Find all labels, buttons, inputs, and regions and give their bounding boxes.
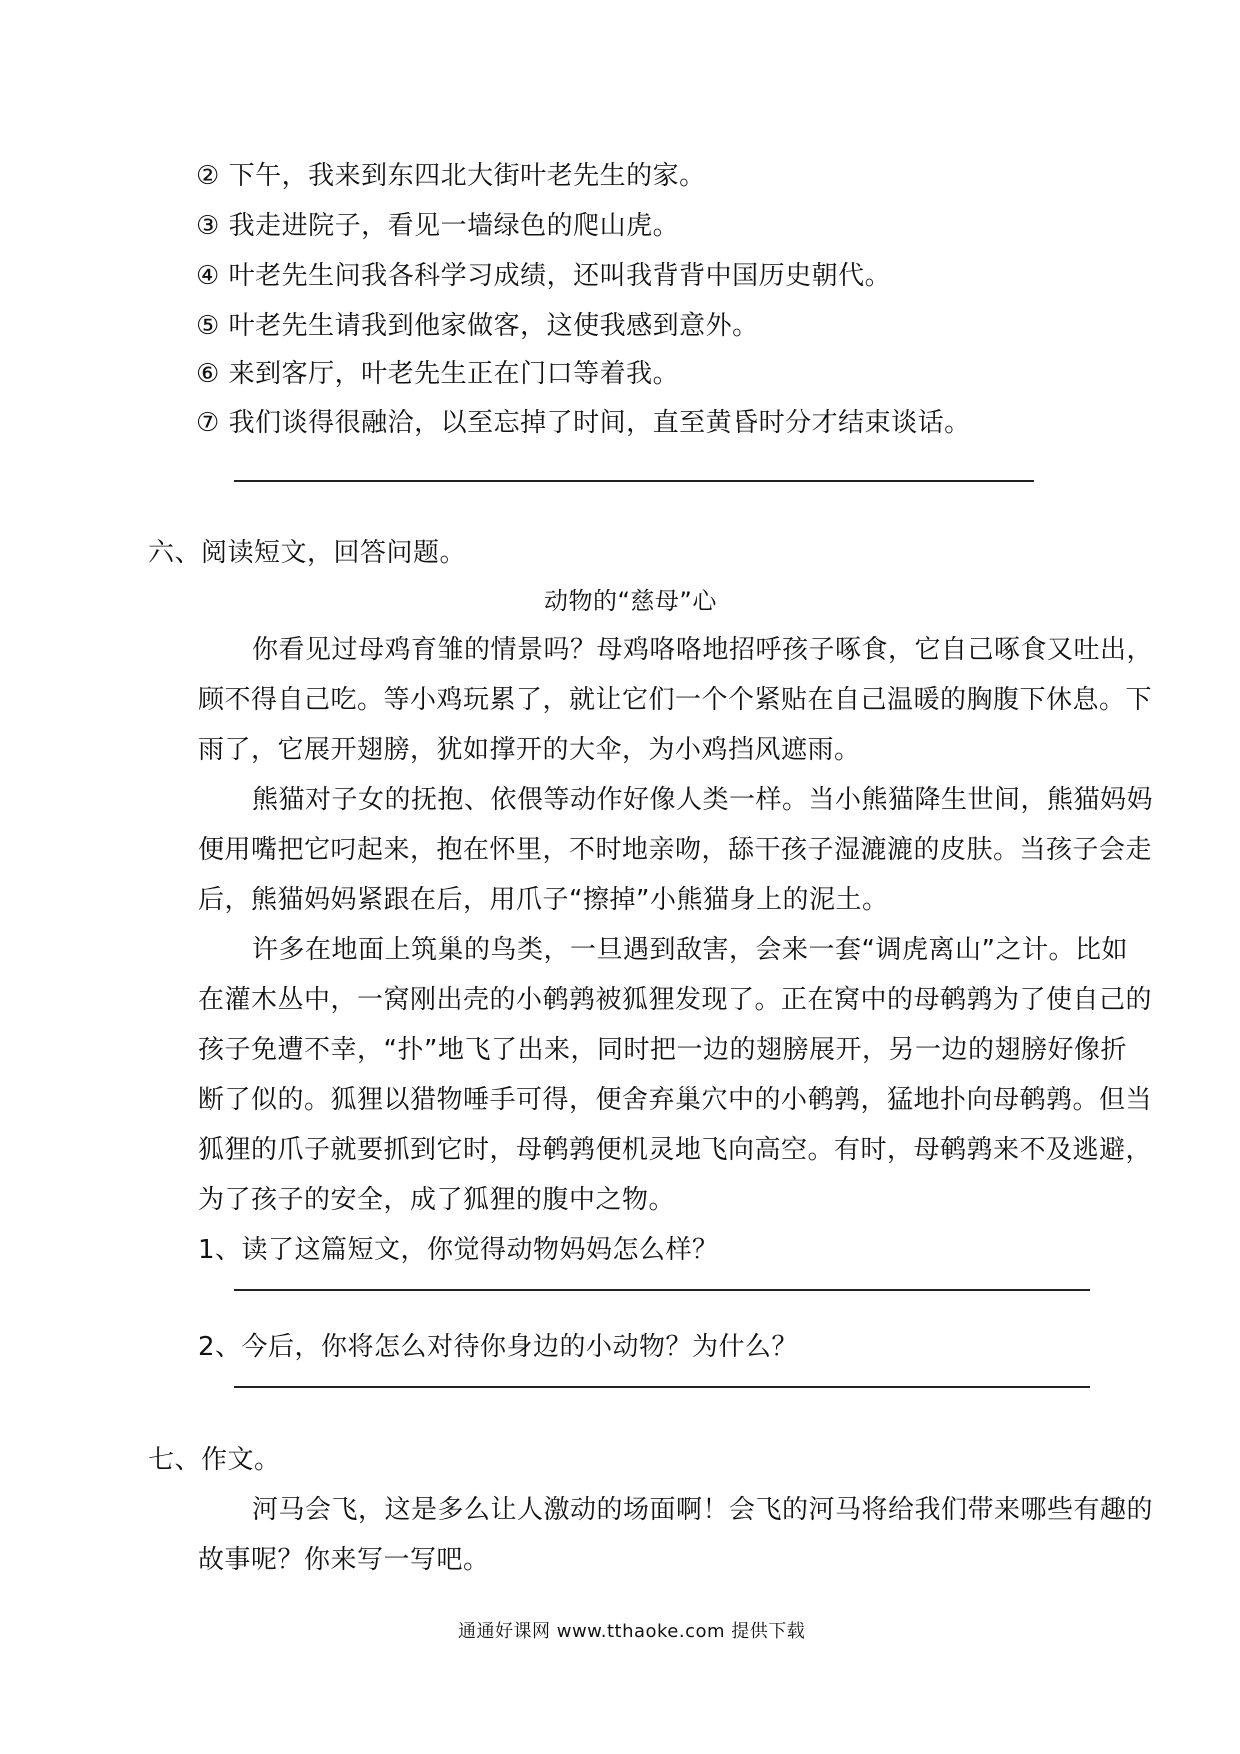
ordering-item-4: ④ 叶老先生问我各科学习成绩，还叫我背背中国历史朝代。 [196,261,892,291]
passage-line-4: 熊猫对子女的抚抱、依偎等动作好像人类一样。当小熊猫降生世间，熊猫妈妈 [252,785,1154,815]
passage-line-9: 孩子免遭不幸，“扑”地飞了出来，同时把一边的翅膀展开，另一边的翅膀好像折 [198,1035,1127,1065]
ordering-item-7: ⑦ 我们谈得很融洽，以至忘掉了时间，直至黄昏时分才结束谈话。 [196,408,971,438]
passage-line-6: 后，熊猫妈妈紧跟在后，用爪子“擦掉”小熊猫身上的泥土。 [198,885,889,915]
composition-prompt-line-2: 故事呢？你来写一写吧。 [198,1545,490,1575]
ordering-item-5: ⑤ 叶老先生请我到他家做客，这使我感到意外。 [196,311,759,341]
passage-line-7: 许多在地面上筑巢的鸟类，一旦遇到敌害，会来一套“调虎离山”之计。比如 [252,935,1128,965]
ordering-item-2: ② 下午，我来到东四北大街叶老先生的家。 [196,161,706,191]
question-1: 1、读了这篇短文，你觉得动物妈妈怎么样？ [198,1235,719,1265]
composition-prompt-line-1: 河马会飞，这是多么让人激动的场面啊！会飞的河马将给我们带来哪些有趣的 [252,1495,1154,1525]
passage-line-2: 顾不得自己吃。等小鸡玩累了，就让它们一个个紧贴在自己温暖的胸腹下休息。下 [198,685,1153,715]
passage-line-8: 在灌木丛中，一窝刚出壳的小鹌鹑被狐狸发现了。正在窝中的母鹌鹑为了使自己的 [198,985,1153,1015]
passage-line-5: 便用嘴把它叼起来，抱在怀里，不时地亲吻，舔干孩子湿漉漉的皮肤。当孩子会走 [198,835,1153,865]
section7-heading: 七、作文。 [148,1445,281,1475]
question-2-answer-line[interactable] [234,1386,1090,1388]
passage-line-11: 狐狸的爪子就要抓到它时，母鹌鹑便机灵地飞向高空。有时，母鹌鹑来不及逃避， [198,1135,1153,1165]
footer-credit: 通通好课网 www.tthaoke.com 提供下载 [458,1621,806,1642]
passage-line-1: 你看见过母鸡育雏的情景吗？母鸡咯咯地招呼孩子啄食，它自己啄食又吐出， [252,635,1154,665]
ordering-item-3: ③ 我走进院子，看见一墙绿色的爬山虎。 [196,211,680,241]
question-2: 2、今后，你将怎么对待你身边的小动物？为什么？ [198,1332,799,1362]
ordering-item-6: ⑥ 来到客厅，叶老先生正在门口等着我。 [196,359,680,389]
section6-heading: 六、阅读短文，回答问题。 [148,538,467,568]
passage-line-10: 断了似的。狐狸以猎物唾手可得，便舍弃巢穴中的小鹌鹑，猛地扑向母鹌鹑。但当 [198,1085,1153,1115]
question-1-answer-line[interactable] [234,1289,1090,1291]
passage-line-3: 雨了，它展开翅膀，犹如撑开的大伞，为小鸡挡风遮雨。 [198,735,861,765]
ordering-answer-line[interactable] [234,480,1034,482]
passage-line-12: 为了孩子的安全，成了狐狸的腹中之物。 [198,1185,676,1215]
passage-title: 动物的“慈母”心 [544,587,717,615]
